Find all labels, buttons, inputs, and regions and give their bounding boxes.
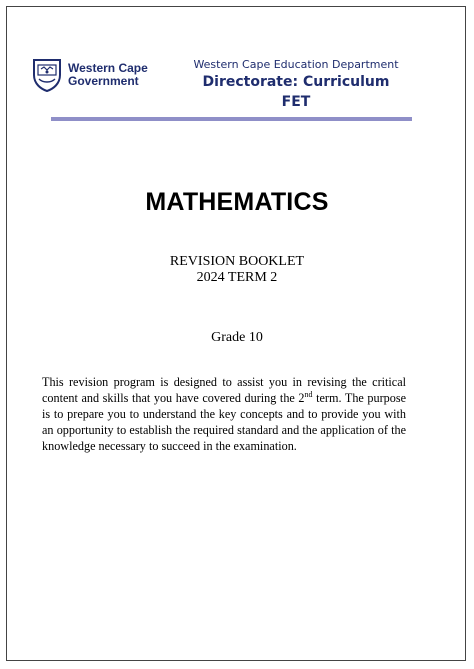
grade-label: Grade 10 [211,330,263,345]
intro-superscript: nd [304,389,313,399]
department-name: Western Cape Education Department [193,58,399,71]
booklet-heading [0,254,474,286]
booklet-label: REVISION BOOKLET [169,254,305,269]
government-logo [30,57,148,93]
directorate-name: Directorate: Curriculum FET [202,74,390,110]
intro-paragraph [42,374,406,454]
header-divider [51,117,412,121]
logo-line1: Western Cape [68,61,148,75]
intro-text-part1: This revision program is designed to assist you in revising the critical content and skills that you have covered during the 2 [42,375,406,405]
logo-line2: Government [68,74,139,88]
subject-title: MATHEMATICS [145,188,329,216]
term-label: 2024 TERM 2 [196,270,278,285]
department-heading [186,58,406,112]
intro-text-part2: term. The purpose is to prepare you to understand the key concepts and to provide you with an opportunity to establish the required standard and the application of the knowledge necessary to succeed in the examination. [42,391,406,453]
coat-of-arms-icon [30,57,64,93]
